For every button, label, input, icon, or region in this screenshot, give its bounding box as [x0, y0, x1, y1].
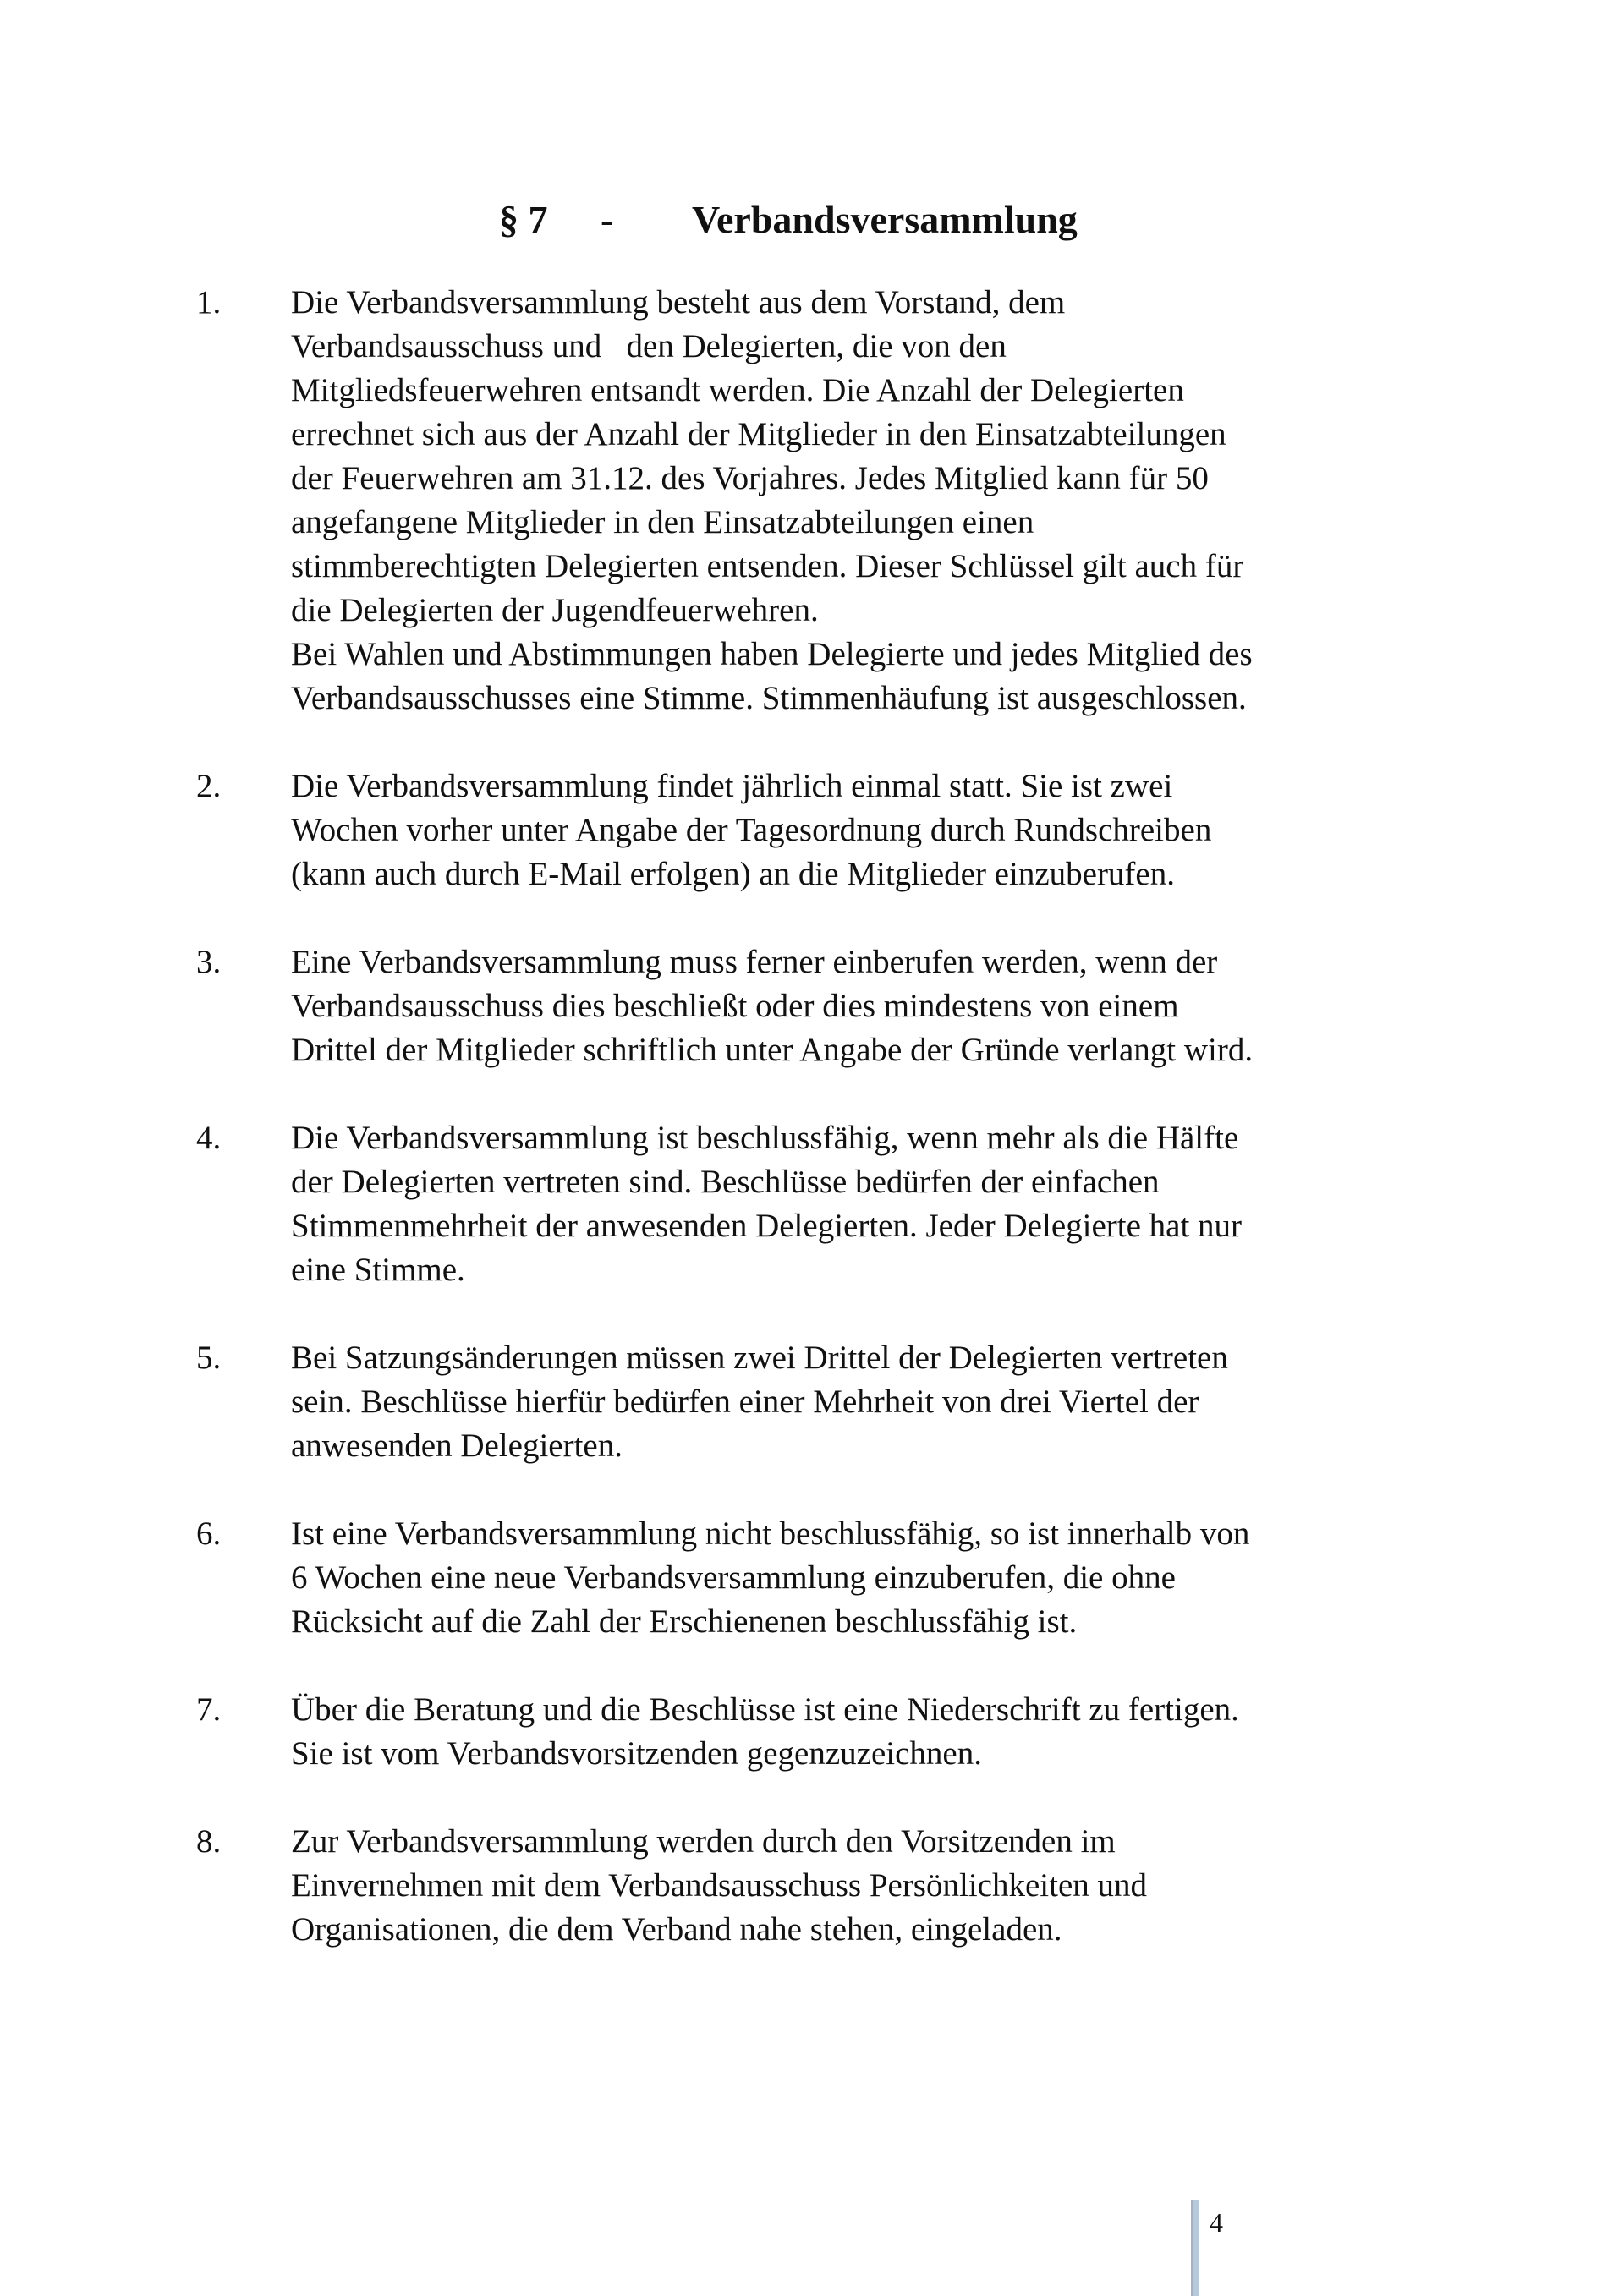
text-line: Einvernehmen mit dem Verbandsausschuss Persönlichkeiten und	[291, 1867, 1148, 1904]
list-item-text	[291, 1336, 1448, 1468]
text-line: der Feuerwehren am 31.12. des Vorjahres. Jedes Mitglied kann für 50	[291, 460, 1209, 496]
text-line: Die Verbandsversammlung ist beschlussfähig, wenn mehr als die Hälfte	[291, 1120, 1239, 1156]
section-dash: -	[601, 198, 614, 241]
text-line: sein. Beschlüsse hierfür bedürfen einer Mehrheit von drei Viertel der	[291, 1384, 1199, 1420]
section-symbol: § 7	[499, 198, 548, 241]
list-item-number: 4.	[196, 1120, 222, 1156]
text-line: Bei Wahlen und Abstimmungen haben Delegierte und jedes Mitglied des	[291, 636, 1253, 672]
text-line: errechnet sich aus der Anzahl der Mitglieder in den Einsatzabteilungen	[291, 416, 1226, 452]
list-item	[196, 764, 1448, 896]
list-item-number: 3.	[196, 944, 222, 980]
text-line: Organisationen, die dem Verband nahe stehen, eingeladen.	[291, 1911, 1062, 1948]
text-line: eine Stimme.	[291, 1252, 465, 1288]
page-number: 4	[1210, 2207, 1223, 2238]
text-line: Bei Satzungsänderungen müssen zwei Drittel der Delegierten vertreten	[291, 1340, 1228, 1376]
text-line: Stimmenmehrheit der anwesenden Delegierten. Jeder Delegierte hat nur	[291, 1208, 1243, 1244]
footer-accent-bar	[1191, 2200, 1199, 2296]
list-item	[196, 281, 1448, 721]
text-line: Die Verbandsversammlung besteht aus dem Vorstand, dem	[291, 284, 1066, 321]
list-item	[196, 1820, 1448, 1952]
text-line: Drittel der Mitglieder schriftlich unter Angabe der Gründe verlangt wird.	[291, 1032, 1254, 1068]
list-item	[196, 1116, 1448, 1292]
list-item	[196, 1688, 1448, 1776]
list-item-number: 1.	[196, 284, 222, 321]
text-line: Verbandsausschusses eine Stimme. Stimmenhäufung ist ausgeschlossen.	[291, 680, 1247, 716]
text-line: Eine Verbandsversammlung muss ferner einberufen werden, wenn der	[291, 944, 1218, 980]
list-item-number: 2.	[196, 768, 222, 804]
list-item-text	[291, 1688, 1448, 1776]
list-item	[196, 940, 1448, 1072]
text-line: Rücksicht auf die Zahl der Erschienenen beschlussfähig ist.	[291, 1603, 1078, 1640]
text-line: Sie ist vom Verbandsvorsitzenden gegenzuzeichnen.	[291, 1735, 982, 1772]
list-item-text	[291, 1116, 1448, 1292]
list-item-number: 5.	[196, 1340, 222, 1376]
text-line: stimmberechtigten Delegierten entsenden. Dieser Schlüssel gilt auch für	[291, 548, 1244, 584]
text-line: Ist eine Verbandsversammlung nicht beschlussfähig, so ist innerhalb von	[291, 1515, 1250, 1552]
section-title: Verbandsversammlung	[692, 198, 1078, 241]
text-line: Wochen vorher unter Angabe der Tagesordnung durch Rundschreiben	[291, 812, 1212, 848]
text-line: Zur Verbandsversammlung werden durch den Vorsitzenden im	[291, 1823, 1116, 1860]
text-line: Mitgliedsfeuerwehren entsandt werden. Die Anzahl der Delegierten	[291, 372, 1184, 408]
text-line: Über die Beratung und die Beschlüsse ist eine Niederschrift zu fertigen.	[291, 1691, 1239, 1728]
text-line: Verbandsausschuss und den Delegierten, die von den	[291, 328, 1007, 364]
list-item-text	[291, 764, 1448, 896]
list-item-text	[291, 940, 1448, 1072]
list-item-number: 8.	[196, 1823, 222, 1860]
text-line: die Delegierten der Jugendfeuerwehren.	[291, 592, 819, 628]
list-item-number: 6.	[196, 1515, 222, 1552]
text-line: anwesenden Delegierten.	[291, 1427, 623, 1464]
list-item-text	[291, 1512, 1448, 1644]
text-line: der Delegierten vertreten sind. Beschlüsse bedürfen der einfachen	[291, 1164, 1160, 1200]
text-line: Verbandsausschuss dies beschließt oder dies mindestens von einem	[291, 988, 1179, 1024]
list-item-text	[291, 281, 1448, 721]
list-item-number: 7.	[196, 1691, 222, 1728]
text-line: angefangene Mitglieder in den Einsatzabteilungen einen	[291, 504, 1034, 540]
paragraph-list	[196, 281, 1448, 1996]
text-line: Die Verbandsversammlung findet jährlich einmal statt. Sie ist zwei	[291, 768, 1173, 804]
text-line: 6 Wochen eine neue Verbandsversammlung einzuberufen, die ohne	[291, 1559, 1176, 1596]
list-item	[196, 1512, 1448, 1644]
list-item-text	[291, 1820, 1448, 1952]
list-item	[196, 1336, 1448, 1468]
text-line: (kann auch durch E-Mail erfolgen) an die Mitglieder einzuberufen.	[291, 856, 1175, 892]
section-heading	[499, 193, 1078, 247]
